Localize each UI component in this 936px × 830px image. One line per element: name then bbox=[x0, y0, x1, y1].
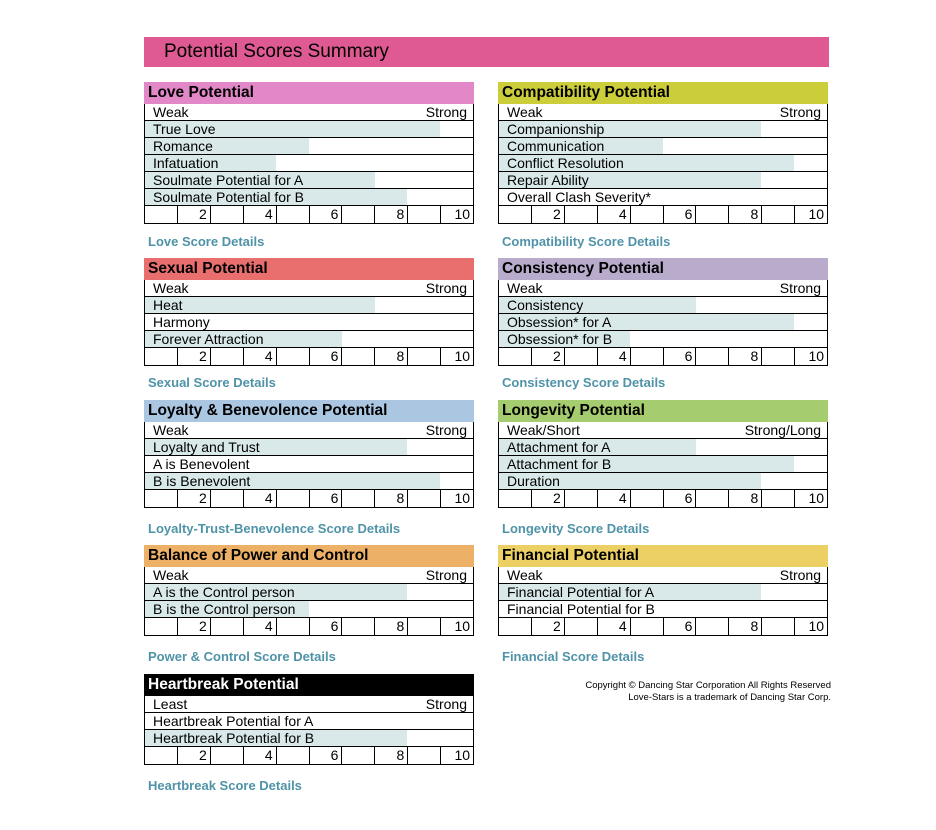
score-row-label: Overall Clash Severity* bbox=[507, 189, 651, 205]
tick-label bbox=[761, 206, 794, 223]
scale-low-label: Weak bbox=[507, 104, 543, 120]
score-row-label: Soulmate Potential for B bbox=[153, 189, 304, 205]
tick-label bbox=[341, 348, 374, 365]
tick-label: 8 bbox=[728, 490, 761, 507]
loyalty-panel-title: Loyalty & Benevolence Potential bbox=[144, 400, 474, 422]
score-row bbox=[499, 439, 827, 456]
tick-label: 10 bbox=[794, 490, 827, 507]
score-row bbox=[145, 314, 473, 331]
scale-low-label: Weak bbox=[153, 104, 189, 120]
tick-label bbox=[210, 618, 243, 635]
score-row bbox=[145, 121, 473, 138]
tick-axis bbox=[499, 348, 827, 365]
tick-label: 4 bbox=[243, 747, 276, 764]
tick-label bbox=[210, 747, 243, 764]
consistency-panel bbox=[498, 258, 828, 366]
tick-label: 10 bbox=[794, 348, 827, 365]
score-row bbox=[499, 584, 827, 601]
tick-label bbox=[564, 206, 597, 223]
tick-label: 6 bbox=[663, 618, 696, 635]
tick-label bbox=[564, 618, 597, 635]
score-row-label: Heartbreak Potential for A bbox=[153, 713, 314, 729]
tick-label bbox=[761, 618, 794, 635]
score-row-label: Companionship bbox=[507, 121, 605, 137]
tick-label bbox=[341, 206, 374, 223]
score-row-label: Obsession* for B bbox=[507, 331, 613, 347]
tick-label: 6 bbox=[663, 490, 696, 507]
score-row-label: Infatuation bbox=[153, 155, 219, 171]
tick-label: 6 bbox=[309, 348, 342, 365]
tick-label: 2 bbox=[177, 747, 210, 764]
tick-label: 2 bbox=[531, 618, 564, 635]
page-title: Potential Scores Summary bbox=[144, 37, 829, 67]
tick-label: 8 bbox=[374, 747, 407, 764]
tick-label bbox=[695, 206, 728, 223]
scale-high-label: Strong bbox=[425, 567, 467, 583]
scale-row bbox=[499, 280, 827, 297]
scale-row bbox=[145, 422, 473, 439]
score-row bbox=[145, 439, 473, 456]
consistency-panel-title: Consistency Potential bbox=[498, 258, 828, 280]
score-row-label: B is the Control person bbox=[153, 601, 296, 617]
score-row bbox=[145, 138, 473, 155]
scale-low-label: Weak bbox=[153, 280, 189, 296]
score-row bbox=[499, 601, 827, 618]
balance-score-details-link[interactable]: Power & Control Score Details bbox=[148, 649, 336, 664]
score-row-label: Heat bbox=[153, 297, 183, 313]
score-row bbox=[499, 314, 827, 331]
tick-axis bbox=[145, 348, 473, 365]
scale-low-label: Weak/Short bbox=[507, 422, 580, 438]
score-row-label: A is Benevolent bbox=[153, 456, 250, 472]
score-row bbox=[145, 172, 473, 189]
scale-low-label: Weak bbox=[153, 567, 189, 583]
copyright-line: Copyright © Dancing Star Corporation All Rights Reserved bbox=[585, 680, 831, 691]
score-row bbox=[145, 730, 473, 747]
love-score-details-link[interactable]: Love Score Details bbox=[148, 234, 265, 249]
tick-label: 6 bbox=[663, 348, 696, 365]
tick-label bbox=[630, 490, 663, 507]
tick-label: 6 bbox=[309, 490, 342, 507]
tick-label bbox=[145, 206, 177, 223]
score-row-label: Financial Potential for A bbox=[507, 584, 655, 600]
score-row bbox=[499, 172, 827, 189]
score-row-label: Heartbreak Potential for B bbox=[153, 730, 315, 746]
scale-row bbox=[145, 104, 473, 121]
tick-label bbox=[145, 490, 177, 507]
financial-score-details-link[interactable]: Financial Score Details bbox=[502, 649, 645, 664]
score-row-label: Attachment for A bbox=[507, 439, 611, 455]
tick-label: 10 bbox=[794, 206, 827, 223]
tick-label bbox=[145, 348, 177, 365]
loyalty-panel bbox=[144, 400, 474, 508]
tick-label: 8 bbox=[374, 618, 407, 635]
scale-row bbox=[145, 567, 473, 584]
score-row-label: Consistency bbox=[507, 297, 584, 313]
tick-axis bbox=[145, 206, 473, 223]
tick-label: 4 bbox=[243, 490, 276, 507]
scale-high-label: Strong/Long bbox=[744, 422, 821, 438]
tick-label: 8 bbox=[374, 348, 407, 365]
love-panel bbox=[144, 82, 474, 224]
scale-high-label: Strong bbox=[425, 422, 467, 438]
score-row-label: Financial Potential for B bbox=[507, 601, 655, 617]
tick-label: 8 bbox=[728, 206, 761, 223]
score-row-label: Romance bbox=[153, 138, 213, 154]
loyalty-score-details-link[interactable]: Loyalty-Trust-Benevolence Score Details bbox=[148, 521, 401, 536]
tick-label: 6 bbox=[309, 618, 342, 635]
scale-low-label: Weak bbox=[507, 280, 543, 296]
compatibility-panel-title: Compatibility Potential bbox=[498, 82, 828, 104]
heartbreak-panel-title: Heartbreak Potential bbox=[144, 674, 474, 696]
tick-label: 4 bbox=[597, 348, 630, 365]
score-row bbox=[499, 473, 827, 490]
tick-label bbox=[276, 348, 309, 365]
tick-label bbox=[761, 490, 794, 507]
longevity-panel-title: Longevity Potential bbox=[498, 400, 828, 422]
score-row-label: Forever Attraction bbox=[153, 331, 264, 347]
scale-high-label: Strong bbox=[425, 696, 467, 712]
financial-panel bbox=[498, 545, 828, 636]
tick-axis bbox=[145, 618, 473, 635]
score-row bbox=[145, 331, 473, 348]
score-row bbox=[499, 155, 827, 172]
scale-low-label: Weak bbox=[153, 422, 189, 438]
scale-high-label: Strong bbox=[425, 280, 467, 296]
balance-panel bbox=[144, 545, 474, 636]
tick-label bbox=[276, 618, 309, 635]
tick-label: 10 bbox=[794, 618, 827, 635]
tick-label: 4 bbox=[597, 206, 630, 223]
score-row-label: Loyalty and Trust bbox=[153, 439, 260, 455]
financial-panel-title: Financial Potential bbox=[498, 545, 828, 567]
score-row bbox=[499, 138, 827, 155]
tick-label: 2 bbox=[531, 206, 564, 223]
scale-row bbox=[499, 567, 827, 584]
copyright-notice bbox=[540, 680, 831, 704]
tick-axis bbox=[499, 490, 827, 507]
tick-label bbox=[210, 348, 243, 365]
tick-label bbox=[341, 618, 374, 635]
score-row-label: Duration bbox=[507, 473, 560, 489]
score-row-label: Repair Ability bbox=[507, 172, 589, 188]
tick-label bbox=[407, 747, 440, 764]
sexual-score-details-link[interactable]: Sexual Score Details bbox=[148, 375, 276, 390]
compatibility-panel bbox=[498, 82, 828, 224]
tick-label: 6 bbox=[309, 747, 342, 764]
score-row-label: Conflict Resolution bbox=[507, 155, 624, 171]
score-row-label: Harmony bbox=[153, 314, 210, 330]
tick-label bbox=[695, 348, 728, 365]
tick-axis bbox=[145, 747, 473, 764]
tick-label: 6 bbox=[663, 206, 696, 223]
tick-label: 2 bbox=[177, 618, 210, 635]
score-row bbox=[145, 297, 473, 314]
longevity-score-details-link[interactable]: Longevity Score Details bbox=[502, 521, 650, 536]
scale-row bbox=[499, 104, 827, 121]
score-row-label: True Love bbox=[153, 121, 216, 137]
score-row bbox=[499, 297, 827, 314]
score-row bbox=[499, 189, 827, 206]
tick-label bbox=[564, 348, 597, 365]
score-row bbox=[145, 473, 473, 490]
scale-high-label: Strong bbox=[779, 280, 821, 296]
trademark-line: Love-Stars is a trademark of Dancing Star Corp. bbox=[628, 692, 831, 703]
tick-label: 4 bbox=[243, 206, 276, 223]
tick-label: 10 bbox=[440, 348, 473, 365]
scale-high-label: Strong bbox=[779, 567, 821, 583]
tick-label bbox=[407, 348, 440, 365]
tick-label bbox=[564, 490, 597, 507]
scale-row bbox=[499, 422, 827, 439]
heartbreak-panel bbox=[144, 674, 474, 765]
tick-label: 2 bbox=[177, 348, 210, 365]
score-row-label: Obsession* for A bbox=[507, 314, 612, 330]
scale-row bbox=[145, 280, 473, 297]
tick-label: 10 bbox=[440, 747, 473, 764]
tick-label: 10 bbox=[440, 206, 473, 223]
tick-label bbox=[145, 618, 177, 635]
compatibility-score-details-link[interactable]: Compatibility Score Details bbox=[502, 234, 671, 249]
tick-label: 2 bbox=[531, 348, 564, 365]
tick-label bbox=[145, 747, 177, 764]
tick-label bbox=[695, 618, 728, 635]
tick-label: 8 bbox=[728, 348, 761, 365]
score-row bbox=[499, 456, 827, 473]
tick-label bbox=[630, 618, 663, 635]
scale-row bbox=[145, 696, 473, 713]
tick-label: 2 bbox=[177, 206, 210, 223]
tick-label: 4 bbox=[243, 348, 276, 365]
tick-label bbox=[499, 206, 531, 223]
scale-low-label: Weak bbox=[507, 567, 543, 583]
tick-label: 4 bbox=[243, 618, 276, 635]
tick-axis bbox=[499, 206, 827, 223]
tick-label bbox=[630, 206, 663, 223]
score-row bbox=[145, 456, 473, 473]
score-row bbox=[499, 121, 827, 138]
tick-label: 8 bbox=[374, 490, 407, 507]
tick-label: 8 bbox=[728, 618, 761, 635]
tick-axis bbox=[499, 618, 827, 635]
tick-label: 10 bbox=[440, 618, 473, 635]
score-row-label: A is the Control person bbox=[153, 584, 295, 600]
tick-label bbox=[276, 490, 309, 507]
tick-label bbox=[407, 490, 440, 507]
love-panel-title: Love Potential bbox=[144, 82, 474, 104]
tick-label bbox=[407, 618, 440, 635]
score-row-label: Communication bbox=[507, 138, 605, 154]
balance-panel-title: Balance of Power and Control bbox=[144, 545, 474, 567]
score-row-label: Attachment for B bbox=[507, 456, 612, 472]
score-row bbox=[145, 601, 473, 618]
tick-label: 4 bbox=[597, 490, 630, 507]
scale-low-label: Least bbox=[153, 696, 188, 712]
tick-label bbox=[210, 206, 243, 223]
tick-label: 6 bbox=[309, 206, 342, 223]
heartbreak-score-details-link[interactable]: Heartbreak Score Details bbox=[148, 778, 302, 793]
tick-label bbox=[341, 490, 374, 507]
score-row bbox=[145, 155, 473, 172]
score-row-label: B is Benevolent bbox=[153, 473, 251, 489]
tick-label bbox=[341, 747, 374, 764]
score-row bbox=[145, 189, 473, 206]
tick-axis bbox=[145, 490, 473, 507]
longevity-panel bbox=[498, 400, 828, 508]
scale-high-label: Strong bbox=[425, 104, 467, 120]
tick-label bbox=[499, 348, 531, 365]
consistency-score-details-link[interactable]: Consistency Score Details bbox=[502, 375, 666, 390]
tick-label: 10 bbox=[440, 490, 473, 507]
score-row bbox=[145, 713, 473, 730]
tick-label: 2 bbox=[177, 490, 210, 507]
score-row bbox=[499, 331, 827, 348]
sexual-panel-title: Sexual Potential bbox=[144, 258, 474, 280]
tick-label bbox=[761, 348, 794, 365]
tick-label bbox=[499, 618, 531, 635]
tick-label bbox=[630, 348, 663, 365]
tick-label: 4 bbox=[597, 618, 630, 635]
scale-high-label: Strong bbox=[779, 104, 821, 120]
tick-label bbox=[695, 490, 728, 507]
tick-label bbox=[407, 206, 440, 223]
score-row bbox=[145, 584, 473, 601]
tick-label bbox=[499, 490, 531, 507]
tick-label bbox=[276, 206, 309, 223]
tick-label bbox=[276, 747, 309, 764]
tick-label bbox=[210, 490, 243, 507]
sexual-panel bbox=[144, 258, 474, 366]
score-row-label: Soulmate Potential for A bbox=[153, 172, 304, 188]
tick-label: 2 bbox=[531, 490, 564, 507]
tick-label: 8 bbox=[374, 206, 407, 223]
